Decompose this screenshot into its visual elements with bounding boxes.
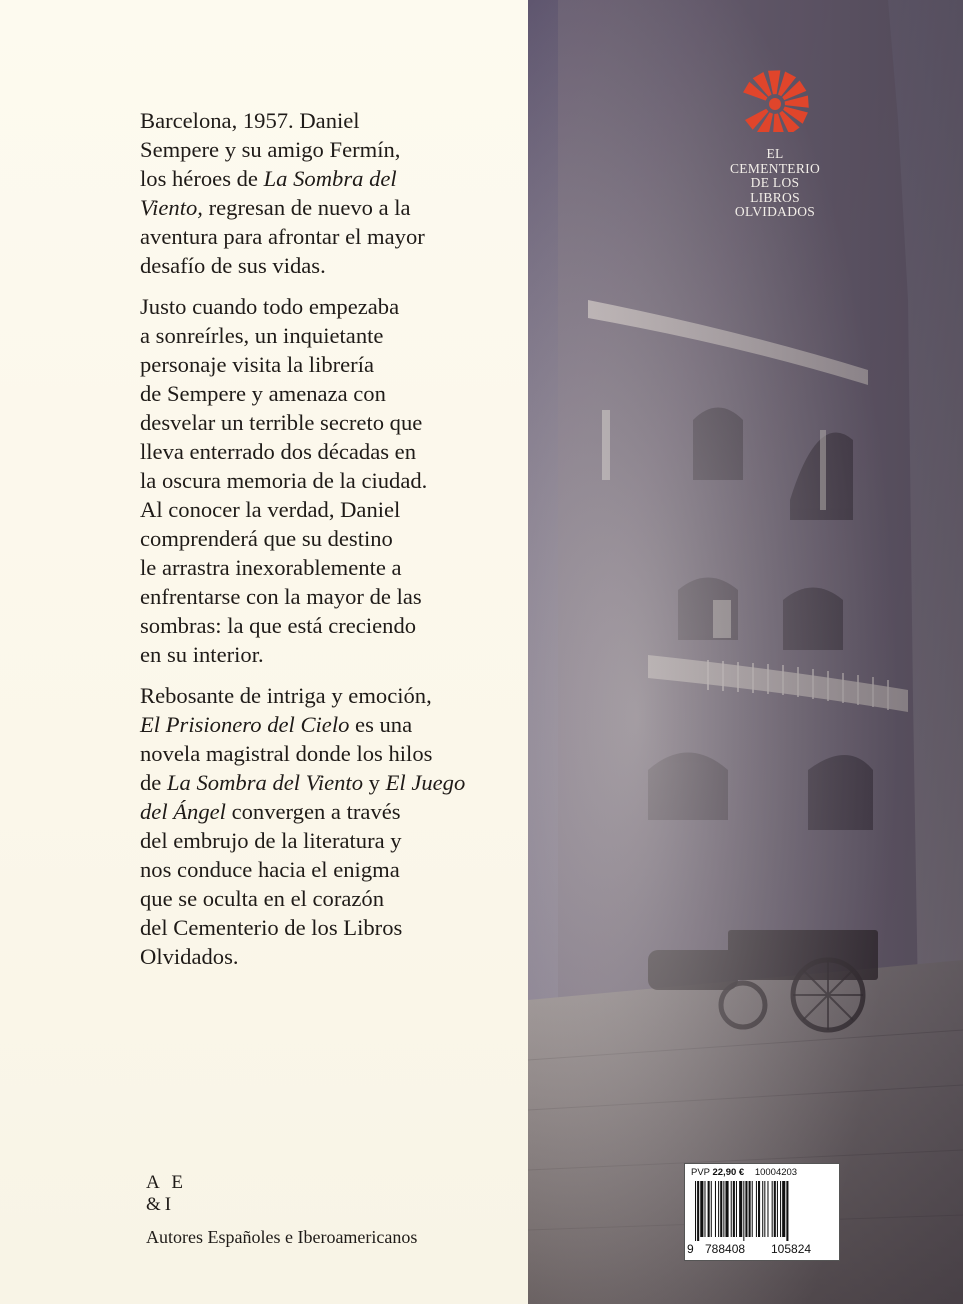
synopsis-run: desafío de sus vidas. <box>140 253 326 278</box>
synopsis-line <box>140 582 520 611</box>
barcode-bar <box>695 1181 696 1241</box>
barcode-bar <box>780 1181 781 1237</box>
synopsis-run: de Sempere y amenaza con <box>140 381 386 406</box>
barcode-bar <box>767 1181 768 1237</box>
synopsis-line <box>140 768 520 797</box>
barcode-bar <box>700 1181 703 1237</box>
synopsis-run: Rebosante de intriga y emoción, <box>140 683 432 708</box>
synopsis-run: y <box>363 770 386 795</box>
fan-hub <box>769 98 781 110</box>
synopsis-run: novela magistral donde los hilos <box>140 741 433 766</box>
synopsis-line <box>140 321 520 350</box>
series-title <box>720 147 830 220</box>
synopsis-line <box>140 193 520 222</box>
synopsis-run: comprenderá que su destino <box>140 526 393 551</box>
synopsis-line <box>140 942 520 971</box>
synopsis-line <box>140 739 520 768</box>
synopsis-line <box>140 681 520 710</box>
barcode-label <box>684 1163 840 1261</box>
barcode-bar <box>774 1181 776 1237</box>
synopsis-run: del Cementerio de los Libros <box>140 915 403 940</box>
synopsis-line <box>140 292 520 321</box>
italic-title-text: Viento, <box>140 195 203 220</box>
price-row <box>691 1167 797 1178</box>
synopsis-line <box>140 797 520 826</box>
barcode-bar <box>733 1181 735 1237</box>
isbn-digit-first: 9 <box>687 1242 694 1256</box>
synopsis-run: de <box>140 770 167 795</box>
barcode-bar <box>736 1181 737 1237</box>
synopsis-run: Olvidados. <box>140 944 239 969</box>
synopsis-line <box>140 884 520 913</box>
synopsis-run: a sonreírles, un inquietante <box>140 323 384 348</box>
barcode-bar <box>752 1181 753 1237</box>
barcode-bar <box>782 1181 785 1237</box>
barcode-bar <box>711 1181 712 1237</box>
barcode-bar <box>708 1181 710 1237</box>
synopsis-run: sombras: la que está creciendo <box>140 613 417 638</box>
series-title-line: CEMENTERIO <box>730 160 820 176</box>
synopsis-run: enfrentarse con la mayor de las <box>140 584 422 609</box>
synopsis-line <box>140 710 520 739</box>
synopsis-line <box>140 379 520 408</box>
imprint-logo-line-2: &I <box>146 1194 176 1215</box>
synopsis-run: aventura para afrontar el mayor <box>140 224 425 249</box>
internal-code: 10004203 <box>754 1167 798 1178</box>
barcode-bar <box>772 1181 773 1237</box>
synopsis-run: Justo cuando todo empezaba <box>140 294 400 319</box>
imprint-logo-line-1: A E <box>146 1172 188 1193</box>
synopsis-line <box>140 222 520 251</box>
isbn-group-1: 788408 <box>705 1242 746 1256</box>
synopsis-run: del embrujo de la literatura y <box>140 828 402 853</box>
barcode-bar <box>725 1181 728 1237</box>
barcode-bar <box>758 1181 760 1237</box>
synopsis-run: lleva enterrado dos décadas en <box>140 439 417 464</box>
price-value: 22,90 € <box>712 1167 745 1178</box>
synopsis-run: los héroes de <box>140 166 264 191</box>
synopsis-run: Al conocer la verdad, Daniel <box>140 497 401 522</box>
series-emblem <box>720 60 830 220</box>
barcode-bar <box>720 1181 722 1237</box>
barcode-bar <box>749 1181 751 1237</box>
synopsis-run: que se oculta en el corazón <box>140 886 385 911</box>
barcode-bar <box>762 1181 763 1237</box>
barcode-bar <box>718 1181 719 1237</box>
barcode-bar <box>743 1181 744 1241</box>
synopsis-paragraph <box>140 681 520 971</box>
synopsis-run: convergen a través <box>225 799 401 824</box>
synopsis-line <box>140 408 520 437</box>
barcode-bar <box>756 1181 757 1237</box>
synopsis-line <box>140 135 520 164</box>
series-title-line: OLVIDADOS <box>734 204 816 219</box>
synopsis-run: regresan de nuevo a la <box>202 195 411 220</box>
synopsis-run: desvelar un terrible secreto que <box>140 410 423 435</box>
series-title-line: LIBROS <box>750 189 800 205</box>
italic-title-text: La Sombra del Viento <box>166 770 363 795</box>
synopsis-line <box>140 553 520 582</box>
synopsis-paragraph <box>140 292 520 669</box>
barcode-bar <box>704 1181 705 1237</box>
barcode-bar <box>745 1181 747 1237</box>
synopsis-line <box>140 640 520 669</box>
synopsis-line <box>140 855 520 884</box>
barcode-bar <box>731 1181 732 1237</box>
synopsis-run: es una <box>349 712 413 737</box>
synopsis-line <box>140 495 520 524</box>
synopsis-run: le arrastra inexorablemente a <box>140 555 402 580</box>
synopsis-line <box>140 913 520 942</box>
publisher-imprint <box>146 1172 417 1248</box>
barcode-bar <box>764 1181 765 1237</box>
synopsis-line <box>140 466 520 495</box>
series-title-line: EL <box>766 146 784 161</box>
sunburst-fan-icon <box>730 60 820 132</box>
synopsis-line <box>140 350 520 379</box>
synopsis-line <box>140 524 520 553</box>
barcode-bar <box>697 1181 699 1241</box>
collection-name: Autores Españoles e Iberoamericanos <box>146 1227 418 1247</box>
barcode-bar <box>777 1181 778 1237</box>
isbn-group-2: 105824 <box>771 1242 812 1256</box>
synopsis-run: nos conduce hacia el enigma <box>140 857 400 882</box>
barcode-bar <box>723 1181 724 1237</box>
barcode-bars <box>695 1181 831 1241</box>
synopsis-line <box>140 251 520 280</box>
italic-title-text: El Juego <box>385 770 466 795</box>
synopsis-text <box>140 106 520 983</box>
barcode-bar <box>715 1181 716 1237</box>
synopsis-line <box>140 437 520 466</box>
italic-title-text: del Ángel <box>140 799 226 824</box>
synopsis-paragraph <box>140 106 520 280</box>
series-title-line: DE LOS <box>750 175 800 190</box>
synopsis-run: en su interior. <box>140 642 264 667</box>
italic-title-text: El Prisionero del Cielo <box>140 712 350 737</box>
synopsis-line <box>140 164 520 193</box>
synopsis-run: la oscura memoria de la ciudad. <box>140 468 428 493</box>
barcode-bar <box>739 1181 742 1237</box>
synopsis-line <box>140 826 520 855</box>
synopsis-line <box>140 611 520 640</box>
synopsis-run: Sempere y su amigo Fermín, <box>140 137 401 162</box>
barcode-bar <box>786 1181 788 1241</box>
synopsis-run: personaje visita la librería <box>140 352 375 377</box>
price-label: PVP <box>691 1167 710 1178</box>
italic-title-text: La Sombra del <box>263 166 397 191</box>
synopsis-line <box>140 106 520 135</box>
synopsis-run: Barcelona, 1957. Daniel <box>140 108 360 133</box>
